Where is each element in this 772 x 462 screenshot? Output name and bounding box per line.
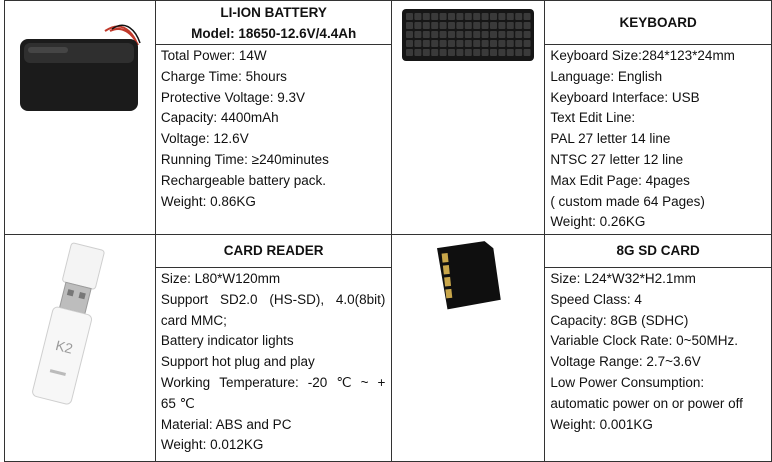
battery-spec-line: Weight: 0.86KG (160, 193, 256, 209)
battery-spec-line: Running Time: ≥240minutes (160, 151, 329, 167)
battery-spec-line: Voltage: 12.6V (160, 131, 249, 147)
keyboard-key (524, 40, 531, 47)
keyboard-key (415, 40, 422, 47)
keyboard-key (507, 49, 514, 56)
keyboard-key (406, 49, 413, 56)
keyboard-spec-line: PAL 27 letter 14 line (550, 131, 671, 147)
card-reader-image-cell (5, 235, 156, 462)
keyboard-key (499, 49, 506, 56)
sd-card-image-cell (392, 235, 545, 462)
card-reader-spec-line: Size: L80*W120mm (160, 271, 281, 286)
keyboard-key (440, 49, 447, 56)
keyboard-key (516, 31, 523, 38)
keyboard-key (482, 13, 489, 20)
keyboard-key (499, 40, 506, 47)
keyboard-spec-line: Text Edit Line: (550, 110, 636, 126)
keyboard-key (524, 49, 531, 56)
keyboard-key (457, 22, 464, 29)
battery-spec-line: Rechargeable battery pack. (160, 172, 326, 188)
keyboard-key (406, 22, 413, 29)
card-reader-spec-line (156, 290, 392, 311)
keyboard-key (448, 49, 455, 56)
sd-card-spec-line: Size: L24*W32*H2.1mm (550, 271, 696, 286)
keyboard-key (440, 31, 447, 38)
keyboard-key (448, 22, 455, 29)
card-reader-spec-line: Battery indicator lights (160, 333, 294, 349)
keyboard-key (482, 49, 489, 56)
keyboard-key (490, 31, 497, 38)
keyboard-key (457, 40, 464, 47)
battery-desc-cell (155, 1, 392, 235)
keyboard-key (490, 40, 497, 47)
card-reader-spec-line: Material: ABS and PC (160, 416, 292, 432)
keyboard-key (516, 49, 523, 56)
keyboard-spec-line: Weight: 0.26KG (550, 214, 646, 230)
temp-word-working: Working (160, 374, 211, 390)
keyboard-key (482, 31, 489, 38)
sd-card-image (418, 235, 518, 315)
keyboard-spec-line: NTSC 27 letter 12 line (550, 151, 684, 167)
keyboard-key (490, 13, 497, 20)
keyboard-key (415, 13, 422, 20)
keyboard-key (415, 49, 422, 56)
sd-card-spec-line: Weight: 0.001KG (550, 416, 653, 432)
keyboard-key (440, 22, 447, 29)
keyboard-key (474, 40, 481, 47)
battery-spec-line: Protective Voltage: 9.3V (160, 89, 305, 105)
sd-card-spec-line: automatic power on or power off (550, 395, 743, 411)
battery-spec-line: Charge Time: 5hours (160, 68, 287, 84)
temp-min-value: -20 (307, 374, 328, 390)
keyboard-key (474, 22, 481, 29)
temp-unit: ℃ (336, 374, 352, 390)
keyboard-key (457, 13, 464, 20)
support-sd-version: SD2.0 (219, 291, 258, 307)
svg-text:K2: K2 (53, 337, 75, 357)
keyboard-key (457, 49, 464, 56)
keyboard-key (457, 31, 464, 38)
keyboard-key (516, 22, 523, 29)
keyboard-key (524, 31, 531, 38)
table-row (5, 1, 772, 235)
keyboard-key (432, 49, 439, 56)
keyboard-key (507, 13, 514, 20)
card-reader-desc-cell (155, 235, 392, 462)
keyboard-key (516, 40, 523, 47)
keyboard-key (448, 40, 455, 47)
card-reader-title: CARD READER (223, 243, 324, 258)
support-word: Support (160, 291, 209, 307)
keyboard-spec-line: Keyboard Size:284*123*24mm (550, 48, 735, 63)
keyboard-key (432, 40, 439, 47)
sd-card-spec-line: Variable Clock Rate: 0~50MHz. (550, 333, 739, 349)
keyboard-key (423, 31, 430, 38)
temp-plus-sign: + (377, 374, 386, 390)
card-reader-header (156, 235, 392, 268)
keyboard-key (423, 49, 430, 56)
keyboard-key (448, 31, 455, 38)
keyboard-key (406, 31, 413, 38)
keyboard-key (482, 40, 489, 47)
battery-spec-line: Total Power: 14W (160, 48, 267, 63)
keyboard-key (482, 22, 489, 29)
keyboard-key (465, 40, 472, 47)
keyboard-key (499, 22, 506, 29)
keyboard-key (448, 13, 455, 20)
keyboard-spec-line: Language: English (550, 68, 663, 84)
sd-card-spec-line: Speed Class: 4 (550, 291, 642, 307)
card-reader-spec-line: Support hot plug and play (160, 354, 315, 370)
keyboard-key (465, 13, 472, 20)
keyboard-key (415, 22, 422, 29)
support-mmc-version: 4.0(8bit) (335, 291, 386, 307)
keyboard-key (490, 22, 497, 29)
keyboard-key (423, 40, 430, 47)
keyboard-title: KEYBOARD (619, 15, 697, 30)
keyboard-key (440, 40, 447, 47)
sd-card-spec-line: Voltage Range: 2.7~3.6V (550, 354, 701, 370)
battery-model: Model: 18650-12.6V/4.4Ah (191, 25, 357, 41)
battery-pack-image (10, 1, 150, 131)
keyboard-key (423, 22, 430, 29)
card-reader-spec-line: card MMC; (160, 312, 227, 328)
keyboard-key (432, 31, 439, 38)
battery-title: LI-ION BATTERY (220, 4, 327, 20)
keyboard-key (524, 13, 531, 20)
keyboard-key (524, 22, 531, 29)
temp-range-sep: ~ (360, 374, 369, 390)
keyboard-header (545, 1, 771, 45)
keyboard-key (507, 22, 514, 29)
keyboard-key (432, 22, 439, 29)
keyboard-key (406, 13, 413, 20)
sd-card-spec-line: Low Power Consumption: (550, 374, 705, 390)
keyboard-spec-line: ( custom made 64 Pages) (550, 193, 705, 209)
card-reader-image (10, 235, 150, 415)
card-reader-spec-line (156, 373, 392, 394)
keyboard-spec-line: Max Edit Page: 4pages (550, 172, 690, 188)
keyboard-spec-line: Keyboard Interface: USB (550, 89, 700, 105)
keyboard-key (465, 31, 472, 38)
sd-card-spec-line: Capacity: 8GB (SDHC) (550, 312, 689, 328)
sd-card-header (545, 235, 771, 268)
keyboard-key (474, 49, 481, 56)
sd-card-title: 8G SD CARD (616, 243, 700, 258)
battery-header (156, 1, 392, 45)
keyboard-image-cell (392, 1, 545, 235)
keyboard-key (465, 49, 472, 56)
keyboard-key (499, 13, 506, 20)
keyboard-key (516, 13, 523, 20)
keyboard-key (490, 49, 497, 56)
sd-card-desc-cell (545, 235, 772, 462)
keyboard-key (507, 40, 514, 47)
keyboard-key (423, 13, 430, 20)
battery-image-cell (5, 1, 156, 235)
keyboard-key (415, 31, 422, 38)
keyboard-key (432, 13, 439, 20)
battery-spec-line: Capacity: 4400mAh (160, 110, 279, 126)
keyboard-desc-cell (545, 1, 772, 235)
keyboard-key (507, 31, 514, 38)
keyboard-key (406, 40, 413, 47)
card-reader-spec-line: Weight: 0.012KG (160, 437, 264, 453)
card-reader-spec-line: 65 ℃ (160, 395, 195, 411)
keyboard-key (465, 22, 472, 29)
support-hs-sd: (HS-SD), (269, 291, 325, 307)
keyboard-key (474, 13, 481, 20)
keyboard-key (499, 31, 506, 38)
keyboard-key (440, 13, 447, 20)
table-row (5, 235, 772, 462)
temp-word-temperature: Temperature: (219, 374, 299, 390)
keyboard-key (474, 31, 481, 38)
keyboard-image (398, 1, 538, 71)
spec-table (4, 0, 772, 462)
